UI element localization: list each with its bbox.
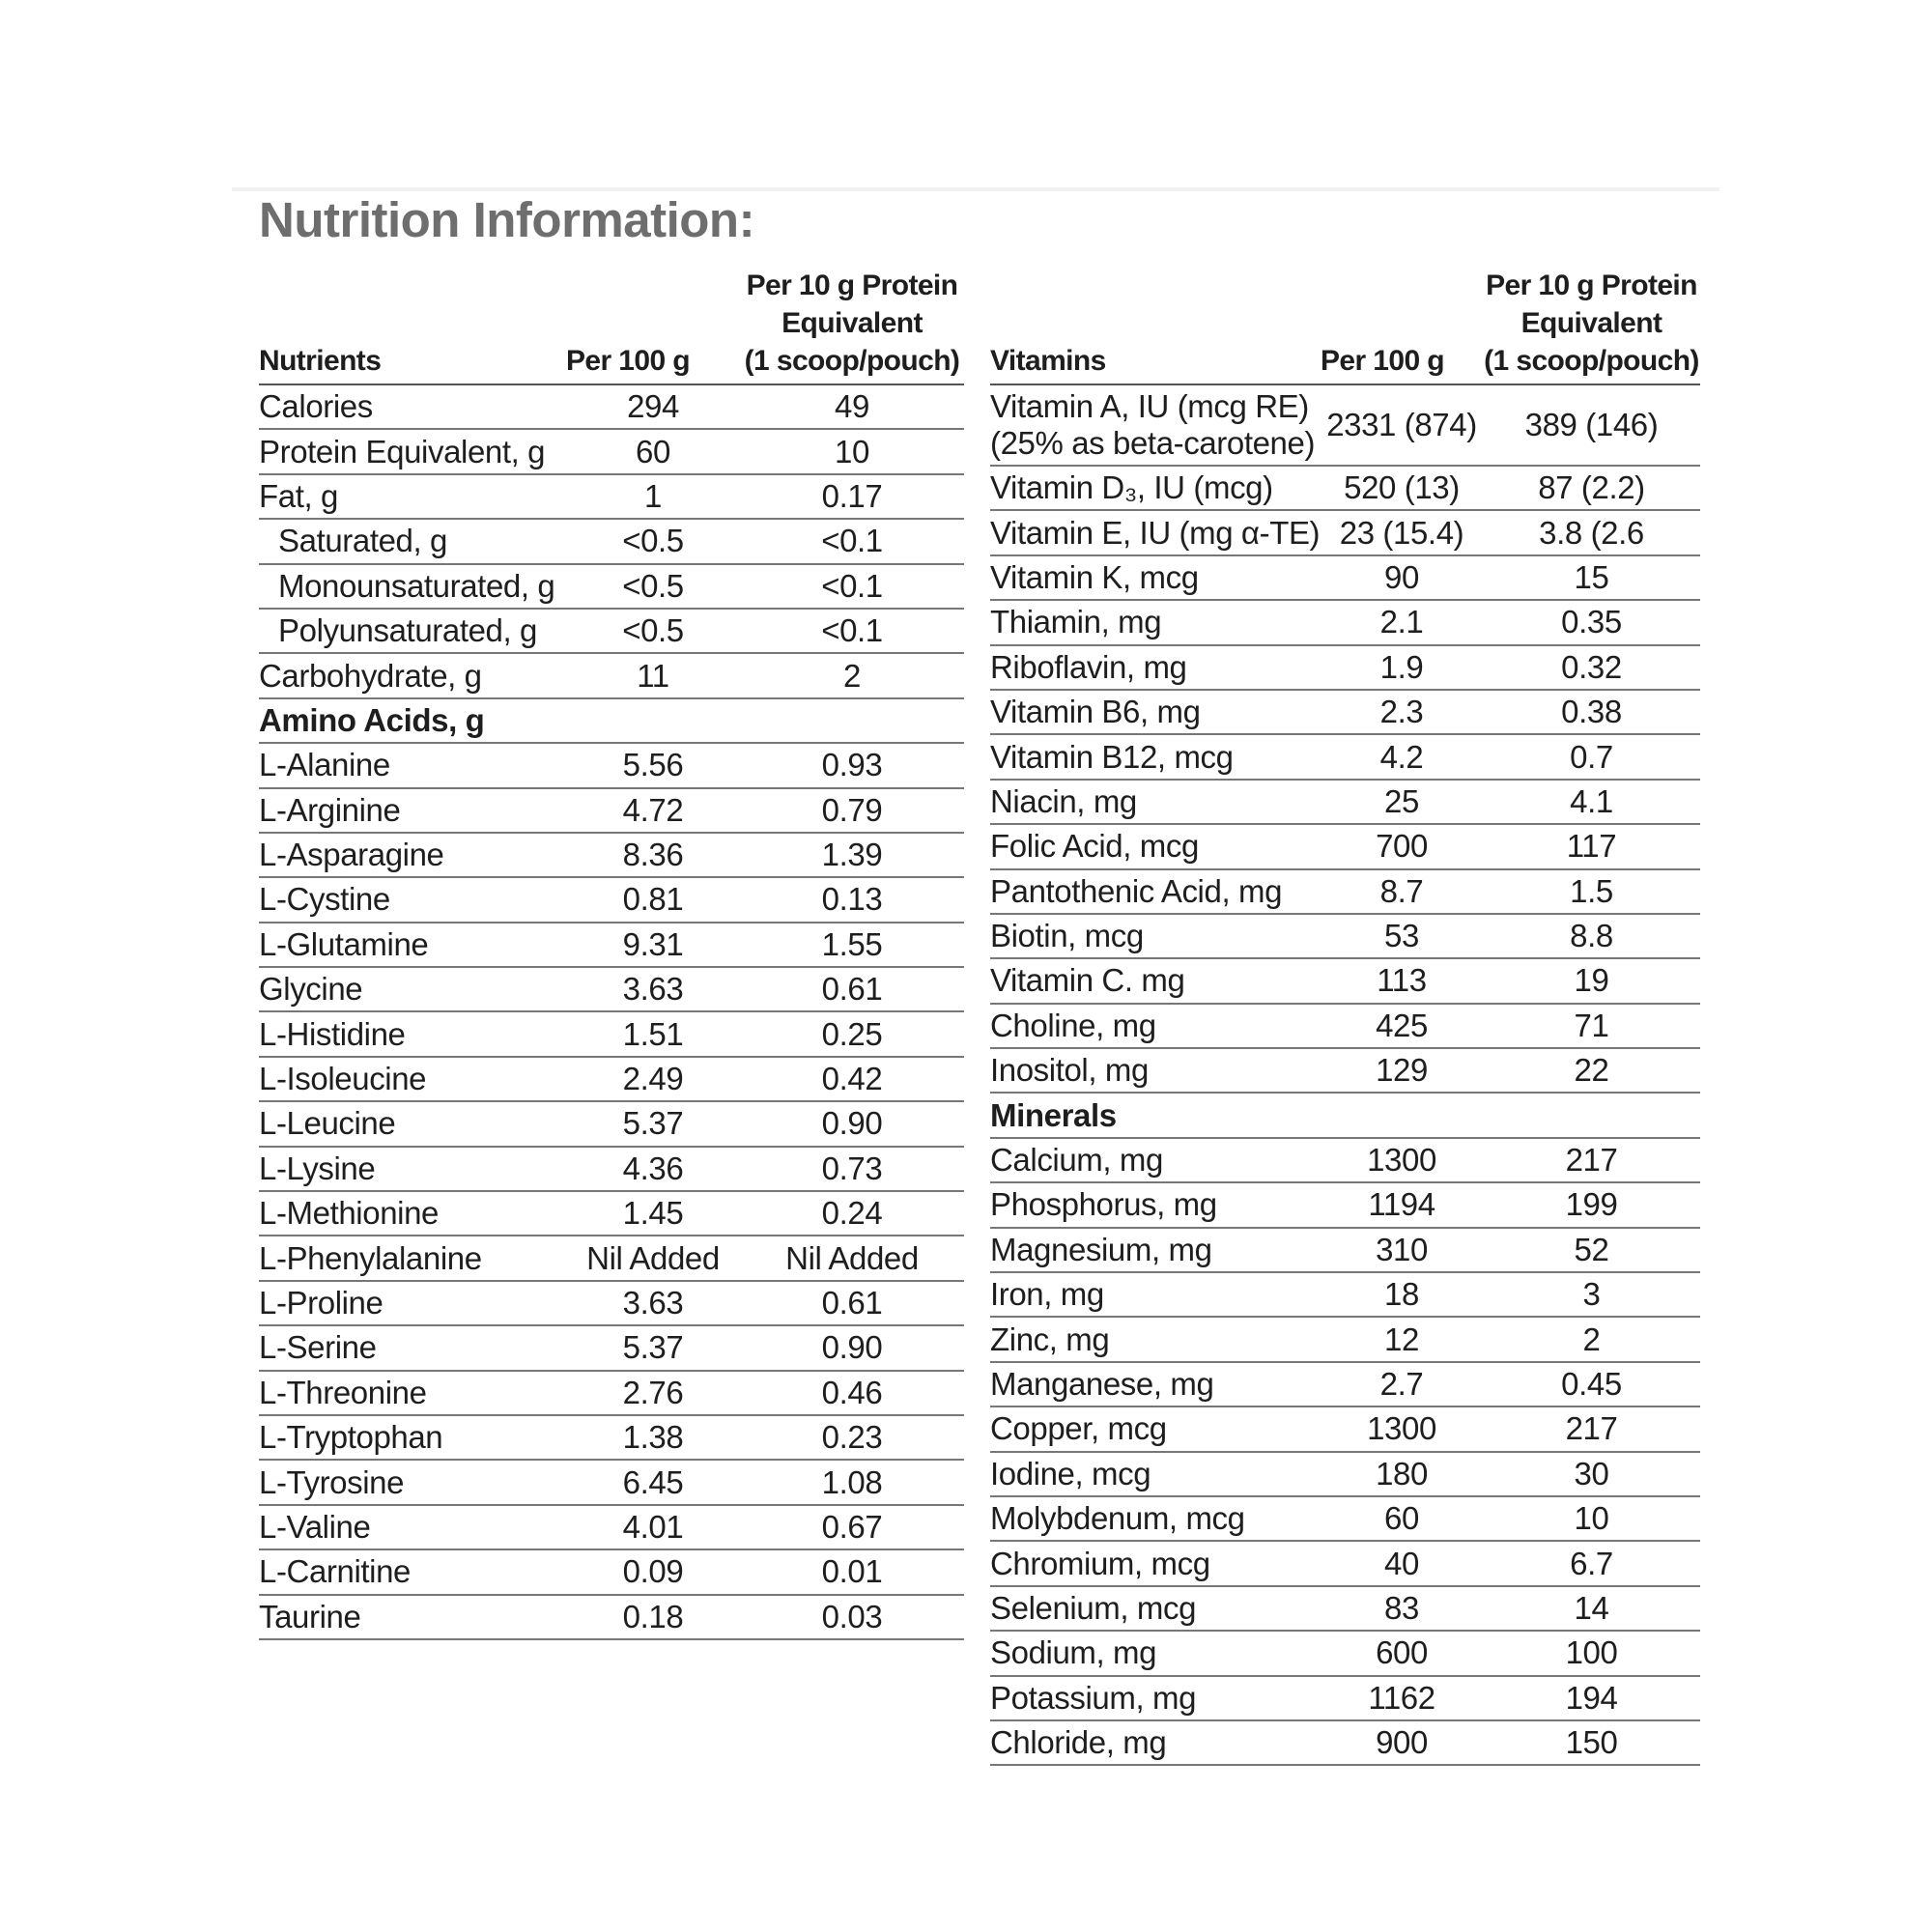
per-10g-value: 4.1	[1483, 780, 1700, 824]
per-10g-value: 0.67	[740, 1505, 964, 1549]
header-per-10g-protein	[740, 267, 964, 384]
table-row	[990, 1048, 1700, 1093]
table-header-row	[259, 267, 964, 384]
table-row	[259, 1371, 964, 1415]
table-row	[259, 1281, 964, 1325]
per-10g-value	[1483, 1093, 1700, 1137]
table-row	[990, 1182, 1700, 1227]
nutrient-name: L-Methionine	[259, 1191, 566, 1236]
per-100g-value: 5.37	[566, 1325, 740, 1370]
header-line: (1 scoop/pouch)	[744, 345, 960, 377]
per-10g-value: 389 (146)	[1483, 384, 1700, 466]
nutrient-name: Pantothenic Acid, mg	[990, 869, 1321, 914]
per-100g-value: 0.09	[566, 1549, 740, 1594]
per-10g-value: 71	[1483, 1004, 1700, 1048]
per-100g-value: <0.5	[566, 519, 740, 563]
per-10g-value: 0.03	[740, 1595, 964, 1639]
per-10g-value: 0.90	[740, 1101, 964, 1146]
nutrient-name: Vitamin D₃, IU (mcg)	[990, 466, 1321, 510]
nutrient-name: L-Phenylalanine	[259, 1236, 566, 1280]
table-row	[990, 1452, 1700, 1496]
per-100g-value: 310	[1321, 1228, 1483, 1272]
per-100g-value: 8.7	[1321, 869, 1483, 914]
per-10g-value: 0.01	[740, 1549, 964, 1594]
per-10g-value: 150	[1483, 1720, 1700, 1765]
per-10g-value: 49	[740, 384, 964, 429]
nutrient-name: Chloride, mg	[990, 1720, 1321, 1765]
nutrient-name: Folic Acid, mcg	[990, 824, 1321, 868]
per-100g-value: 700	[1321, 824, 1483, 868]
per-10g-value: <0.1	[740, 564, 964, 609]
nutrient-name: Iron, mg	[990, 1272, 1321, 1317]
table-row	[990, 1720, 1700, 1765]
per-10g-value: 0.93	[740, 743, 964, 787]
nutrient-name: Iodine, mcg	[990, 1452, 1321, 1496]
table-row	[259, 743, 964, 787]
nutrient-name: Potassium, mg	[990, 1676, 1321, 1720]
per-10g-value: 1.39	[740, 833, 964, 877]
per-10g-value: 2	[1483, 1317, 1700, 1361]
nutrient-name: Amino Acids, g	[259, 698, 566, 743]
per-100g-value	[1321, 1093, 1483, 1137]
nutrient-name: L-Lysine	[259, 1147, 566, 1191]
table-row	[259, 384, 964, 429]
nutrient-name: Manganese, mg	[990, 1362, 1321, 1406]
nutrient-name: L-Carnitine	[259, 1549, 566, 1594]
per-10g-value: 6.7	[1483, 1541, 1700, 1585]
table-row	[990, 1586, 1700, 1631]
per-10g-value: 0.23	[740, 1415, 964, 1460]
nutrient-name: L-Asparagine	[259, 833, 566, 877]
table-row	[990, 1138, 1700, 1182]
nutrient-name: Calcium, mg	[990, 1138, 1321, 1182]
per-100g-value: 4.2	[1321, 734, 1483, 779]
nutrient-name: L-Alanine	[259, 743, 566, 787]
per-100g-value: 1	[566, 474, 740, 519]
table-row	[259, 564, 964, 609]
table-row	[259, 923, 964, 967]
per-10g-value: <0.1	[740, 609, 964, 653]
nutrient-name: Vitamin C. mg	[990, 958, 1321, 1003]
table-row	[990, 510, 1700, 554]
nutrient-name: L-Proline	[259, 1281, 566, 1325]
per-10g-value: 194	[1483, 1676, 1700, 1720]
table-row	[259, 788, 964, 833]
table-row	[259, 1595, 964, 1639]
per-100g-value: 1194	[1321, 1182, 1483, 1227]
vitamins-minerals-table	[990, 267, 1700, 1766]
nutrient-name: Calories	[259, 384, 566, 429]
nutrient-name: Choline, mg	[990, 1004, 1321, 1048]
per-10g-value: 30	[1483, 1452, 1700, 1496]
per-100g-value: Nil Added	[566, 1236, 740, 1280]
per-10g-value: 0.32	[1483, 645, 1700, 690]
per-100g-value: 0.18	[566, 1595, 740, 1639]
table-row	[990, 1676, 1700, 1720]
nutrient-name: Thiamin, mg	[990, 600, 1321, 644]
nutrient-name: Vitamin E, IU (mg α-TE)	[990, 510, 1321, 554]
per-100g-value: 12	[1321, 1317, 1483, 1361]
per-100g-value: 2.3	[1321, 690, 1483, 734]
per-100g-value: 900	[1321, 1720, 1483, 1765]
table-row	[990, 1496, 1700, 1541]
table-row	[990, 1272, 1700, 1317]
per-10g-value: 87 (2.2)	[1483, 466, 1700, 510]
per-10g-value: <0.1	[740, 519, 964, 563]
table-row	[259, 1415, 964, 1460]
per-100g-value: 83	[1321, 1586, 1483, 1631]
nutrient-name: Fat, g	[259, 474, 566, 519]
table-row	[259, 1147, 964, 1191]
header-line: (1 scoop/pouch)	[1484, 345, 1699, 377]
nutrient-name: L-Isoleucine	[259, 1057, 566, 1101]
nutrient-name: Biotin, mcg	[990, 914, 1321, 958]
per-100g-value: 1300	[1321, 1138, 1483, 1182]
per-100g-value: 40	[1321, 1541, 1483, 1585]
per-10g-value: 217	[1483, 1138, 1700, 1182]
per-100g-value: 3.63	[566, 967, 740, 1011]
per-10g-value: 0.46	[740, 1371, 964, 1415]
per-10g-value: 0.24	[740, 1191, 964, 1236]
nutrient-name: Carbohydrate, g	[259, 653, 566, 697]
per-100g-value: 425	[1321, 1004, 1483, 1048]
table-row	[990, 555, 1700, 600]
per-10g-value: 10	[1483, 1496, 1700, 1541]
per-10g-value: 1.55	[740, 923, 964, 967]
per-10g-value: 0.61	[740, 1281, 964, 1325]
header-per-100g: Per 100 g	[566, 267, 740, 384]
nutrient-name: Sodium, mg	[990, 1631, 1321, 1675]
nutrient-name: Monounsaturated, g	[259, 564, 566, 609]
per-100g-value: 129	[1321, 1048, 1483, 1093]
per-100g-value: 294	[566, 384, 740, 429]
nutrient-name: Vitamin A, IU (mcg RE) (25% as beta-carotene)	[990, 384, 1321, 466]
per-100g-value: 8.36	[566, 833, 740, 877]
per-10g-value	[740, 698, 964, 743]
per-100g-value: 520 (13)	[1321, 466, 1483, 510]
nutrient-name: Chromium, mcg	[990, 1541, 1321, 1585]
nutrient-name: Niacin, mg	[990, 780, 1321, 824]
table-row	[259, 1011, 964, 1056]
header-line: Per 10 g Protein	[746, 270, 958, 301]
nutrient-name: Glycine	[259, 967, 566, 1011]
nutrient-name: L-Histidine	[259, 1011, 566, 1056]
per-100g-value: <0.5	[566, 564, 740, 609]
per-100g-value: 9.31	[566, 923, 740, 967]
nutrient-name: Protein Equivalent, g	[259, 429, 566, 473]
nutrient-name: Vitamin K, mcg	[990, 555, 1321, 600]
nutrient-name: L-Serine	[259, 1325, 566, 1370]
nutrient-name: L-Cystine	[259, 877, 566, 922]
table-row	[259, 967, 964, 1011]
per-100g-value: 18	[1321, 1272, 1483, 1317]
per-100g-value: 5.37	[566, 1101, 740, 1146]
table-row	[259, 474, 964, 519]
table-row	[259, 429, 964, 473]
per-10g-value: 0.35	[1483, 600, 1700, 644]
per-100g-value: 60	[1321, 1496, 1483, 1541]
per-10g-value: 2	[740, 653, 964, 697]
per-10g-value: 52	[1483, 1228, 1700, 1272]
nutrient-name: L-Threonine	[259, 1371, 566, 1415]
per-100g-value: 60	[566, 429, 740, 473]
per-10g-value: 0.38	[1483, 690, 1700, 734]
per-100g-value: 4.36	[566, 1147, 740, 1191]
table-row	[259, 1549, 964, 1594]
table-row	[259, 1236, 964, 1280]
table-row	[990, 1317, 1700, 1361]
nutrient-name: Copper, mcg	[990, 1406, 1321, 1451]
per-100g-value: <0.5	[566, 609, 740, 653]
per-100g-value: 1162	[1321, 1676, 1483, 1720]
section-row	[259, 698, 964, 743]
per-100g-value: 2.49	[566, 1057, 740, 1101]
nutrient-name: Phosphorus, mg	[990, 1182, 1321, 1227]
nutrient-name: Vitamin B12, mcg	[990, 734, 1321, 779]
per-100g-value: 90	[1321, 555, 1483, 600]
header-line: Equivalent	[1520, 307, 1662, 339]
table-row	[259, 519, 964, 563]
nutrient-name: L-Leucine	[259, 1101, 566, 1146]
nutrient-name: L-Tyrosine	[259, 1460, 566, 1504]
table-row	[990, 645, 1700, 690]
table-row	[990, 734, 1700, 779]
nutrient-name: Minerals	[990, 1093, 1321, 1137]
per-10g-value: 15	[1483, 555, 1700, 600]
per-100g-value: 2.7	[1321, 1362, 1483, 1406]
table-row	[990, 600, 1700, 644]
table-row	[990, 1541, 1700, 1585]
per-100g-value: 1300	[1321, 1406, 1483, 1451]
per-10g-value: 22	[1483, 1048, 1700, 1093]
nutrient-name: Magnesium, mg	[990, 1228, 1321, 1272]
table-row	[990, 824, 1700, 868]
nutrient-name: Inositol, mg	[990, 1048, 1321, 1093]
per-100g-value: 1.51	[566, 1011, 740, 1056]
per-100g-value: 5.56	[566, 743, 740, 787]
vitamins-table-body	[990, 384, 1700, 1765]
table-row	[259, 609, 964, 653]
header-per-100g: Per 100 g	[1321, 267, 1483, 384]
table-row	[259, 1057, 964, 1101]
per-100g-value: 1.38	[566, 1415, 740, 1460]
per-100g-value: 3.63	[566, 1281, 740, 1325]
per-100g-value: 600	[1321, 1631, 1483, 1675]
table-row	[990, 1406, 1700, 1451]
per-10g-value: Nil Added	[740, 1236, 964, 1280]
table-row	[259, 877, 964, 922]
nutrient-name: L-Glutamine	[259, 923, 566, 967]
table-row	[990, 914, 1700, 958]
table-row	[990, 1362, 1700, 1406]
table-row	[990, 690, 1700, 734]
nutrients-table-body	[259, 384, 964, 1639]
per-10g-value: 0.13	[740, 877, 964, 922]
nutrient-name: Polyunsaturated, g	[259, 609, 566, 653]
nutrient-name: L-Valine	[259, 1505, 566, 1549]
table-row	[259, 1191, 964, 1236]
table-row	[259, 1325, 964, 1370]
table-row	[990, 958, 1700, 1003]
table-row	[990, 384, 1700, 466]
nutrients-table	[259, 267, 964, 1640]
per-10g-value: 0.73	[740, 1147, 964, 1191]
per-10g-value: 0.90	[740, 1325, 964, 1370]
per-10g-value: 14	[1483, 1586, 1700, 1631]
header-per-10g-protein	[1483, 267, 1700, 384]
per-100g-value: 53	[1321, 914, 1483, 958]
per-100g-value	[566, 698, 740, 743]
per-10g-value: 10	[740, 429, 964, 473]
header-line: Equivalent	[781, 307, 923, 339]
per-10g-value: 100	[1483, 1631, 1700, 1675]
per-100g-value: 4.01	[566, 1505, 740, 1549]
per-10g-value: 3.8 (2.6	[1483, 510, 1700, 554]
per-100g-value: 11	[566, 653, 740, 697]
per-10g-value: 0.61	[740, 967, 964, 1011]
per-100g-value: 2.1	[1321, 600, 1483, 644]
per-10g-value: 199	[1483, 1182, 1700, 1227]
nutrient-name: Selenium, mcg	[990, 1586, 1321, 1631]
table-row	[259, 833, 964, 877]
per-100g-value: 2.76	[566, 1371, 740, 1415]
header-nutrients: Nutrients	[259, 267, 566, 384]
table-row	[259, 1460, 964, 1504]
per-100g-value: 0.81	[566, 877, 740, 922]
per-10g-value: 1.08	[740, 1460, 964, 1504]
per-100g-value: 23 (15.4)	[1321, 510, 1483, 554]
per-10g-value: 0.79	[740, 788, 964, 833]
nutrient-name: L-Tryptophan	[259, 1415, 566, 1460]
per-100g-value: 1.9	[1321, 645, 1483, 690]
nutrient-name: L-Arginine	[259, 788, 566, 833]
per-10g-value: 0.17	[740, 474, 964, 519]
nutrient-name: Taurine	[259, 1595, 566, 1639]
per-10g-value: 0.7	[1483, 734, 1700, 779]
per-10g-value: 217	[1483, 1406, 1700, 1451]
table-row	[990, 780, 1700, 824]
table-row	[259, 1505, 964, 1549]
per-10g-value: 0.42	[740, 1057, 964, 1101]
table-row	[990, 869, 1700, 914]
table-row	[990, 466, 1700, 510]
per-100g-value: 6.45	[566, 1460, 740, 1504]
per-100g-value: 4.72	[566, 788, 740, 833]
nutrient-name: Vitamin B6, mg	[990, 690, 1321, 734]
nutrient-name: Zinc, mg	[990, 1317, 1321, 1361]
table-row	[990, 1004, 1700, 1048]
table-header-row	[990, 267, 1700, 384]
per-100g-value: 180	[1321, 1452, 1483, 1496]
per-10g-value: 3	[1483, 1272, 1700, 1317]
table-row	[259, 653, 964, 697]
page-title: Nutrition Information:	[259, 192, 755, 247]
section-row	[990, 1093, 1700, 1137]
header-line: Per 10 g Protein	[1486, 270, 1697, 301]
table-row	[259, 1101, 964, 1146]
nutrient-name: Molybdenum, mcg	[990, 1496, 1321, 1541]
per-100g-value: 1.45	[566, 1191, 740, 1236]
nutrient-name: Saturated, g	[259, 519, 566, 563]
per-10g-value: 19	[1483, 958, 1700, 1003]
per-10g-value: 0.45	[1483, 1362, 1700, 1406]
per-10g-value: 0.25	[740, 1011, 964, 1056]
per-100g-value: 113	[1321, 958, 1483, 1003]
per-100g-value: 25	[1321, 780, 1483, 824]
table-row	[990, 1228, 1700, 1272]
header-vitamins: Vitamins	[990, 267, 1321, 384]
nutrient-name: Riboflavin, mg	[990, 645, 1321, 690]
per-100g-value: 2331 (874)	[1321, 384, 1483, 466]
per-10g-value: 1.5	[1483, 869, 1700, 914]
table-row	[990, 1631, 1700, 1675]
per-10g-value: 117	[1483, 824, 1700, 868]
per-10g-value: 8.8	[1483, 914, 1700, 958]
